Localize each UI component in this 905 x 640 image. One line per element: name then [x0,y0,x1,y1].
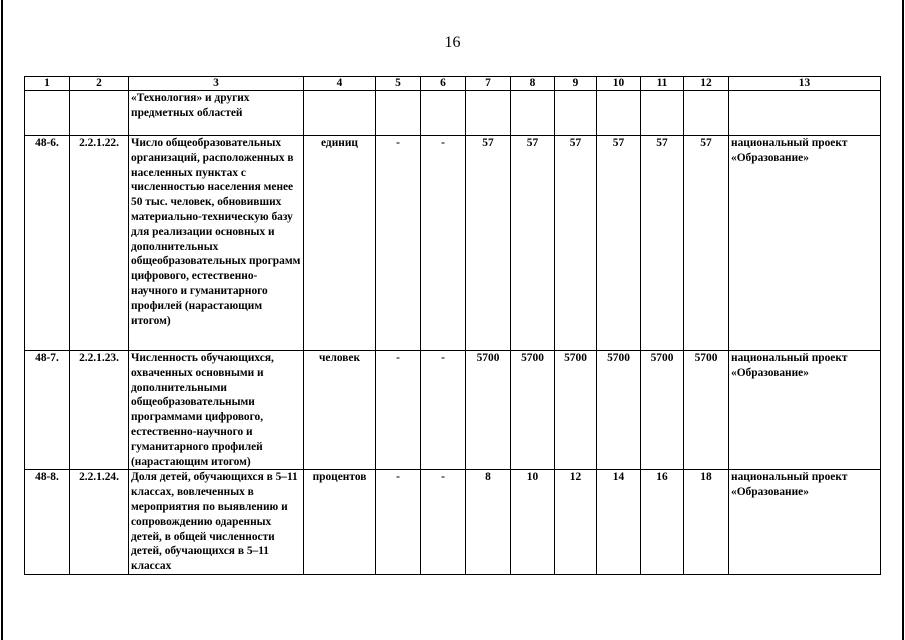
indicator-name: Доля детей, обучающихся в 5–11 классах, вовлеченных в мероприятия по выявлению и сопровождению одаренных детей, в общей численности детей, обучающихся в 5–11 классах [129,470,304,575]
value-col-9: 5700 [555,351,597,470]
table-row [25,351,881,470]
source: национальный проект «Образование» [729,470,881,575]
indicators-table [24,76,881,575]
row-code: 2.2.1.24. [70,470,129,575]
value-col-6: - [421,136,466,351]
value-col-10 [597,91,641,136]
page-border-right [902,0,904,640]
value-col-9 [555,91,597,136]
value-col-11: 5700 [641,351,684,470]
indicator-name: «Технология» и других предметных областей [129,91,304,136]
value-col-8: 10 [511,470,555,575]
header-cell: 2 [70,77,129,91]
row-code [70,91,129,136]
value-col-7: 57 [466,136,511,351]
page-border-left [1,0,3,640]
unit: человек [304,351,376,470]
header-cell: 13 [729,77,881,91]
header-cell: 6 [421,77,466,91]
value-col-12: 57 [684,136,729,351]
header-cell: 9 [555,77,597,91]
header-cell: 12 [684,77,729,91]
value-col-8 [511,91,555,136]
table-row [25,136,881,351]
value-col-5: - [376,136,421,351]
source: национальный проект «Образование» [729,351,881,470]
header-cell: 4 [304,77,376,91]
unit [304,91,376,136]
value-col-5 [376,91,421,136]
row-number: 48-6. [25,136,70,351]
value-col-12: 18 [684,470,729,575]
unit: процентов [304,470,376,575]
row-code: 2.2.1.22. [70,136,129,351]
header-cell: 5 [376,77,421,91]
page-number: 16 [444,34,461,51]
header-cell: 7 [466,77,511,91]
value-col-7: 5700 [466,351,511,470]
row-number: 48-7. [25,351,70,470]
value-col-10: 5700 [597,351,641,470]
header-cell: 1 [25,77,70,91]
value-col-12 [684,91,729,136]
value-col-7: 8 [466,470,511,575]
indicator-name: Численность обучающихся, охваченных основными и дополнительными общеобразовательными программами цифрового, естественно-научного и гуманитарного профилей (нарастающим итогом) [129,351,304,470]
header-cell: 8 [511,77,555,91]
header-row [25,77,881,91]
value-col-5: - [376,470,421,575]
value-col-8: 5700 [511,351,555,470]
value-col-11 [641,91,684,136]
value-col-7 [466,91,511,136]
source [729,91,881,136]
value-col-10: 14 [597,470,641,575]
value-col-6: - [421,470,466,575]
value-col-9: 57 [555,136,597,351]
header-cell: 3 [129,77,304,91]
value-col-5: - [376,351,421,470]
table-row [25,470,881,575]
source: национальный проект «Образование» [729,136,881,351]
value-col-11: 16 [641,470,684,575]
row-number: 48-8. [25,470,70,575]
header-cell: 11 [641,77,684,91]
value-col-12: 5700 [684,351,729,470]
value-col-8: 57 [511,136,555,351]
value-col-9: 12 [555,470,597,575]
value-col-11: 57 [641,136,684,351]
value-col-10: 57 [597,136,641,351]
table-row [25,91,881,136]
header-cell: 10 [597,77,641,91]
indicator-name: Число общеобразовательных организаций, расположенных в населенных пунктах с численностью населения менее 50 тыс. человек, обновивших материально-техническую базу для реализации основных и дополнительных общеобразовательных программ цифрового, естественно-научного и гуманитарного профилей (нарастающим итогом) [129,136,304,351]
row-code: 2.2.1.23. [70,351,129,470]
value-col-6 [421,91,466,136]
unit: единиц [304,136,376,351]
row-number [25,91,70,136]
value-col-6: - [421,351,466,470]
